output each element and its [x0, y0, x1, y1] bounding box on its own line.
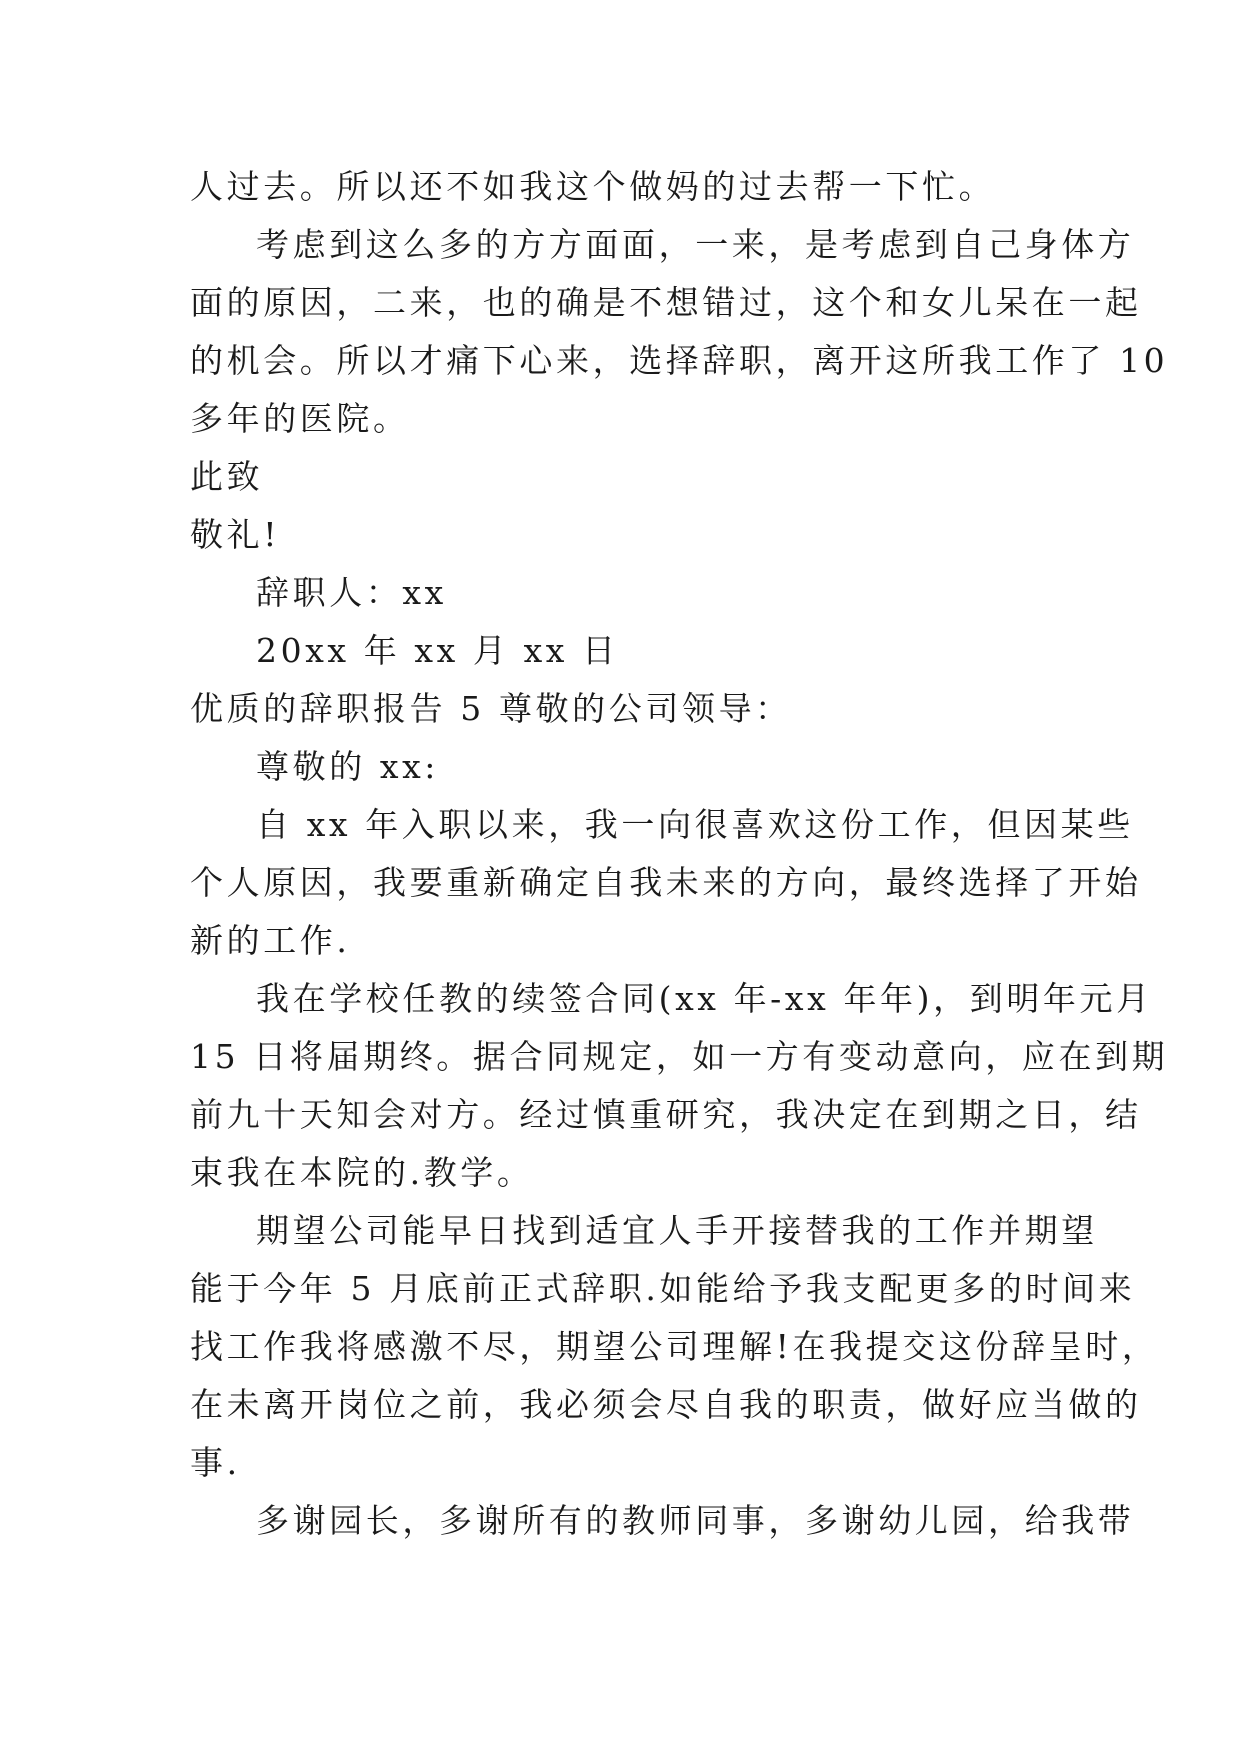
text-line: 多年的医院。 [190, 399, 410, 438]
text-line: 找工作我将感激不尽，期望公司理解!在我提交这份辞呈时， [190, 1327, 1159, 1366]
text-line: 面的原因，二来，也的确是不想错过，这个和女儿呆在一起 [190, 283, 1142, 322]
text-line: 在未离开岗位之前，我必须会尽自我的职责，做好应当做的 [190, 1385, 1142, 1424]
text-line: 前九十天知会对方。经过慎重研究，我决定在到期之日，结 [190, 1095, 1142, 1134]
text-line: 能于今年 5 月底前正式辞职.如能给予我支配更多的时间来 [190, 1269, 1136, 1308]
text-line: 期望公司能早日找到适宜人手开接替我的工作并期望 [256, 1211, 1098, 1250]
text-line: 自 xx 年入职以来，我一向很喜欢这份工作，但因某些 [256, 805, 1134, 844]
signature-line: 辞职人：xx [256, 573, 447, 612]
date-line: 20xx 年 xx 月 xx 日 [256, 631, 619, 670]
text-line: 新的工作. [190, 921, 351, 960]
salutation-line: 尊敬的 xx: [256, 747, 440, 786]
text-line: 事. [190, 1443, 241, 1482]
text-line: 我在学校任教的续签合同(xx 年-xx 年年)，到明年元月 [256, 979, 1153, 1018]
text-line: 人过去。所以还不如我这个做妈的过去帮一下忙。 [190, 167, 996, 206]
text-line: 考虑到这么多的方方面面，一来，是考虑到自己身体方 [256, 225, 1135, 264]
closing-line: 此致 [190, 457, 264, 496]
closing-line: 敬礼! [190, 515, 281, 554]
text-line: 个人原因，我要重新确定自我未来的方向，最终选择了开始 [190, 863, 1142, 902]
text-line: 多谢园长，多谢所有的教师同事，多谢幼儿园，给我带 [256, 1501, 1135, 1540]
text-line: 15 日将届期终。据合同规定，如一方有变动意向，应在到期 [190, 1037, 1169, 1076]
section-title: 优质的辞职报告 5 尊敬的公司领导： [190, 689, 792, 728]
text-line: 束我在本院的.教学。 [190, 1153, 534, 1192]
text-line: 的机会。所以才痛下心来，选择辞职，离开这所我工作了 10 [190, 341, 1169, 380]
